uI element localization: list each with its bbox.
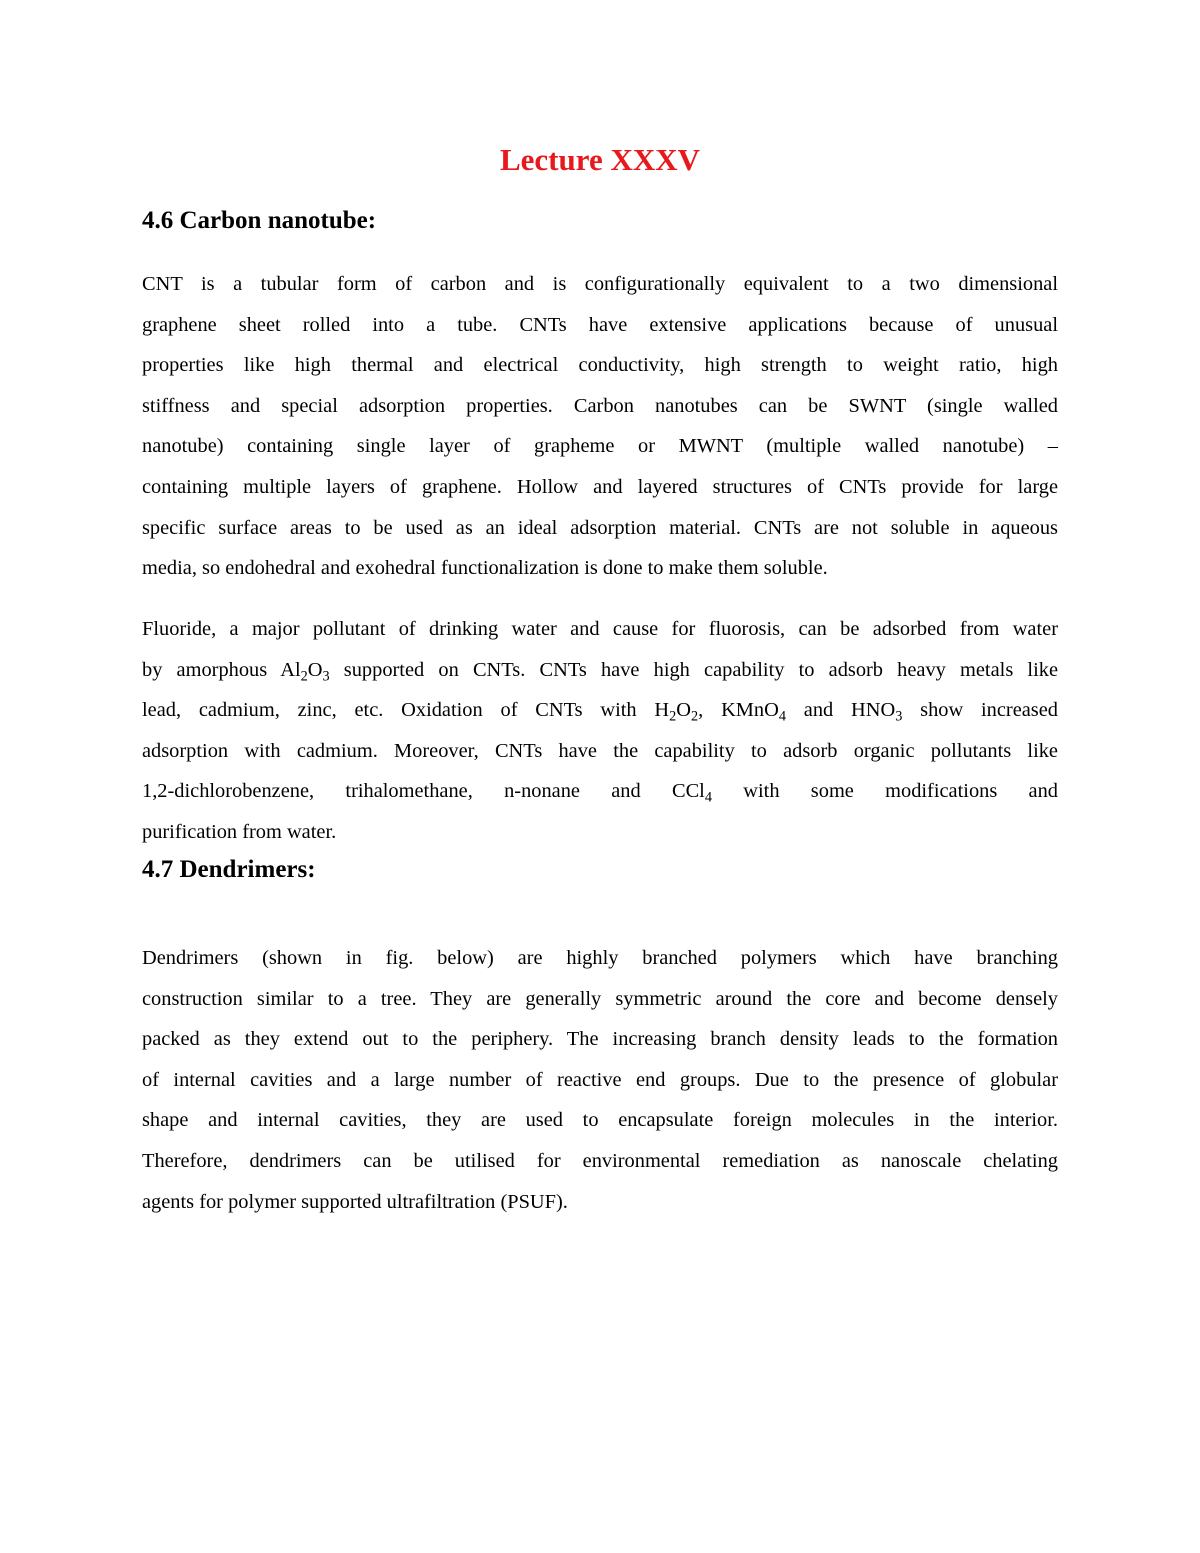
text-fragment: show increased xyxy=(902,699,1058,722)
text-line: graphene sheet rolled into a tube. CNTs have extensive applications because of unusual xyxy=(142,313,1058,336)
text-line: Fluoride, a major pollutant of drinking water and cause for fluorosis, can be adsorbed from water xyxy=(142,618,1058,640)
text-line: nanotube) containing single layer of grapheme or MWNT (multiple walled nanotube) – xyxy=(142,435,1058,458)
subscript: 3 xyxy=(322,667,330,684)
paragraph-dendrimers xyxy=(142,938,1058,1222)
subscript: 2 xyxy=(669,708,677,725)
text-fragment: by amorphous Al xyxy=(142,658,301,681)
text-fragment: and HNO xyxy=(786,699,896,722)
text-line: CNT is a tubular form of carbon and is configurationally equivalent to a two dimensional xyxy=(142,273,1058,295)
text-line: shape and internal cavities, they are used to encapsulate foreign molecules in the interior. xyxy=(142,1109,1058,1132)
paragraph-cnt-adsorption xyxy=(142,609,1058,853)
subscript: 2 xyxy=(300,667,308,684)
text-line: specific surface areas to be used as an ideal adsorption material. CNTs are not soluble in aqueous xyxy=(142,516,1058,539)
text-line: purification from water. xyxy=(142,820,337,843)
text-line xyxy=(142,771,1058,812)
subscript: 3 xyxy=(895,708,903,725)
text-line: construction similar to a tree. They are generally symmetric around the core and become densely xyxy=(142,987,1058,1010)
text-line: adsorption with cadmium. Moreover, CNTs have the capability to adsorb organic pollutants like xyxy=(142,739,1058,762)
subscript: 4 xyxy=(778,708,786,725)
subscript: 2 xyxy=(691,708,699,725)
text-fragment: lead, cadmium, zinc, etc. Oxidation of CNTs with H xyxy=(142,699,670,722)
text-line xyxy=(142,690,1058,731)
text-fragment: 1,2-dichlorobenzene, trihalomethane, n-nonane and CCl xyxy=(142,780,705,803)
text-fragment: O xyxy=(307,658,323,681)
text-fragment: O xyxy=(676,699,692,722)
text-fragment: with some modifications and xyxy=(711,780,1058,803)
lecture-title: Lecture XXXV xyxy=(499,142,701,177)
paragraph-cnt-intro xyxy=(142,264,1058,589)
text-fragment: , KMnO xyxy=(698,699,779,722)
text-line: Therefore, dendrimers can be utilised for environmental remediation as nanoscale chelating xyxy=(142,1149,1058,1172)
text-line: properties like high thermal and electrical conductivity, high strength to weight ratio, high xyxy=(142,354,1058,377)
text-line: media, so endohedral and exohedral functionalization is done to make them soluble. xyxy=(142,557,828,580)
section-heading-dendrimers: 4.7 Dendrimers: xyxy=(142,856,316,883)
text-line xyxy=(142,650,1058,691)
section-heading-carbon-nanotube: 4.6 Carbon nanotube: xyxy=(142,207,377,234)
text-line: Dendrimers (shown in fig. below) are highly branched polymers which have branching xyxy=(142,947,1058,969)
text-line: packed as they extend out to the periphery. The increasing branch density leads to the formation xyxy=(142,1028,1058,1051)
text-line: agents for polymer supported ultrafiltration (PSUF). xyxy=(142,1190,568,1213)
subscript: 4 xyxy=(704,789,712,806)
text-fragment: supported on CNTs. CNTs have high capability to adsorb heavy metals like xyxy=(329,658,1058,681)
text-line: of internal cavities and a large number of reactive end groups. Due to the presence of globular xyxy=(142,1068,1058,1091)
text-line: containing multiple layers of graphene. Hollow and layered structures of CNTs provide for large xyxy=(142,475,1058,498)
text-line: stiffness and special adsorption properties. Carbon nanotubes can be SWNT (single walled xyxy=(142,394,1058,417)
